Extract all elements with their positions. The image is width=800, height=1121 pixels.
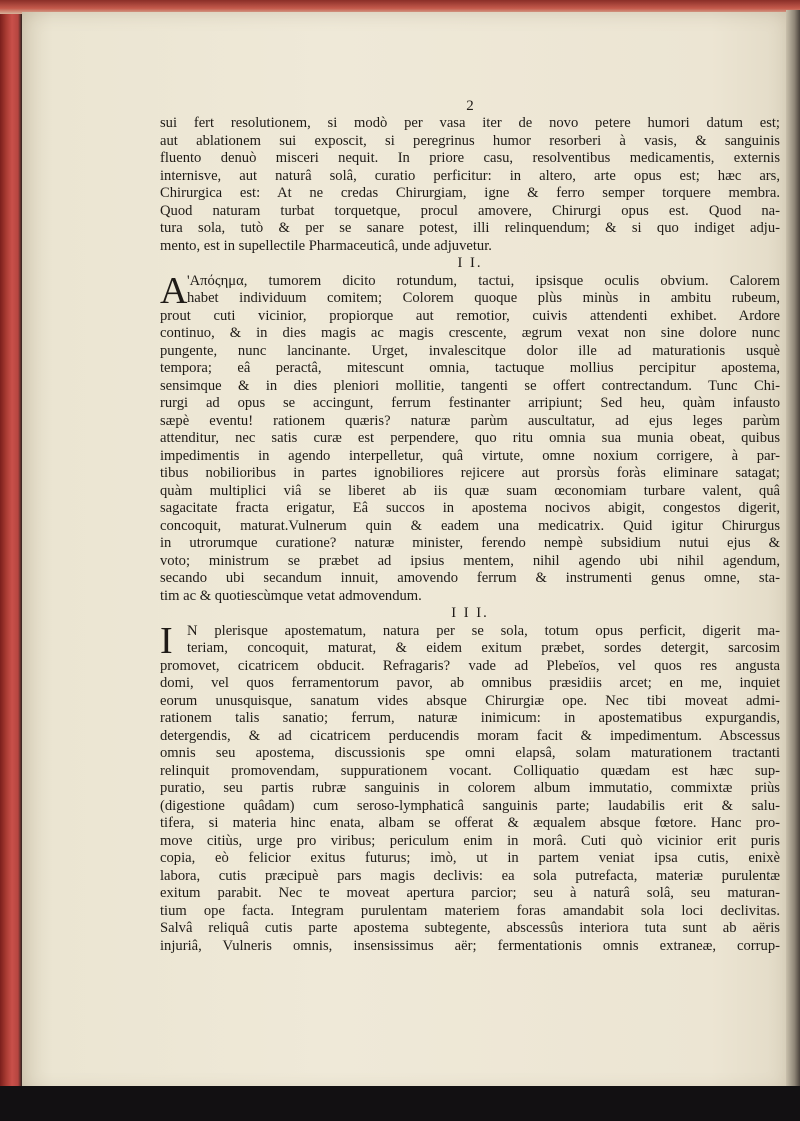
intro-paragraph	[160, 115, 780, 255]
text-line: detergendis, & ad cicatricem perducendis moram facit & impedimentum. Abscessus	[160, 727, 780, 744]
text-line: prout cuti vicinior, propiorque aut remotior, cuivis attendenti exhibet. Ardore	[160, 307, 780, 324]
text-line: tim ac & quotiescùmque vetat admovendum.	[160, 587, 422, 604]
drop-cap-letter: A	[160, 269, 188, 312]
drop-cap-letter: I	[160, 619, 173, 662]
section-heading-2: I I.	[457, 255, 483, 271]
text-line: 'Απόςημα, tumorem dicito rotundum, tactui, ipsisque oculis obvium. Calorem	[187, 272, 780, 289]
text-line: injuriâ, Vulneris omnis, insensissimus aër; fermentationis omnis extraneæ, corrup-	[160, 937, 780, 954]
text-line: sui fert resolutionem, si modò per vasa iter de novo petere humori datum est;	[160, 115, 780, 131]
text-line: tibus nobilioribus in partes ignobiliores rejicere aut prorsùs foràs eliminare satagat;	[160, 465, 780, 481]
text-line: tura sola, tutò & per se sanare potest, illi relinquendum; & si quo indiget adju-	[160, 220, 780, 236]
text-line: tium ope facta. Integram purulentam materiem foras amandabit sola loci declivitas.	[160, 902, 780, 919]
text-line: mento, est in supellectile Pharmaceuticâ, unde adjuvetur.	[160, 237, 492, 254]
section-3-paragraph	[160, 619, 780, 956]
text-line: tifera, si materia hinc enata, albam se offerat & æqualem absque fœtore. Hanc pro-	[160, 815, 780, 831]
text-line: continuo, & in dies magis ac magis crescente, ægrum vexat non sine dolore nunc	[160, 325, 780, 341]
text-line: pungente, nunc lancinante. Urget, invalescitque dolor ille ad maturationis usquè	[160, 342, 780, 359]
page-gutter	[786, 10, 800, 1090]
text-line: fluento denuò misceri nequit. In priore casu, resolventibus medicamentis, externis	[160, 150, 780, 166]
text-line: (digestione quâdam) cum seroso-lymphaticâ sanguinis parte; laudabilis erit & salu-	[160, 797, 780, 814]
text-line: aut ablationem sui exposcit, si peregrinus humor resorberi à vasis, & sanguinis	[160, 132, 780, 149]
text-line: Quod naturam turbat torquetque, procul amovere, Chirurgi opus est. Quod na-	[160, 202, 780, 219]
text-line: teriam, concoquit, maturat, & eidem exitum præbet, sordes detergit, sarcosim	[187, 640, 780, 656]
text-line: move citiùs, urge pro viribus; periculum enim in morâ. Cuti quò vicinior erit puris	[160, 832, 780, 849]
text-line: sagacitate fracta erigatur, Eâ succos in apostema nocivos abigit, congestos digerit,	[160, 500, 780, 516]
text-line: in utrorumque curatione? naturæ minister, ferendo nempè subsidium nutui ejus &	[160, 535, 780, 551]
text-line: promovet, cicatricem obducit. Refragaris? vade ad Plebeïos, vel quos res angusta	[160, 657, 780, 674]
section-2-paragraph	[160, 269, 780, 606]
text-line: rurgi ad opus se accingunt, ferrum festinanter arripiunt; Sed heu, quàm infausto	[160, 395, 780, 411]
text-line: habet individuum comitem; Colorem quoque plùs minùs in ambitu rubeum,	[187, 290, 780, 306]
text-line: Salvâ reliquâ cutis parte apostema subtegente, abscessûs interiora tuta sunt ab aëris	[160, 920, 780, 936]
text-line: N plerisque apostematum, natura per se sola, totum opus perficit, digerit ma-	[187, 622, 780, 639]
section-heading-3: I I I.	[451, 605, 489, 621]
text-line: concoquit, maturat.Vulnerum quin & eadem una medicatrix. Quid igitur Chirurgus	[160, 517, 780, 534]
text-line: puratio, seu partis rubræ sanguinis in colorem album immutatio, commixtæ priùs	[160, 780, 780, 796]
page-text	[160, 98, 780, 955]
text-line: omnis seu apostema, discussionis spe omni elapsâ, solam maturationem tractanti	[160, 745, 780, 761]
text-line: quàm multiplici viâ se liberet ab iis quæ suam œconomiam turbare valent, quâ	[160, 482, 780, 499]
text-line: internisve, aut naturâ solâ, curatio perficitur: in altero, arte opus est; hæc ars,	[160, 167, 780, 184]
text-line: voto; ministrum se præbet ad ipsius mentem, nihil agendo ubi nihil agendum,	[160, 552, 780, 569]
text-line: eorum unusquisque, sanatum vides absque Chirurgiæ ope. Nec tibi moveat admi-	[160, 692, 780, 709]
text-line: rationem talis sanatio; ferrum, naturæ inimicum: in apostematibus expurgandis,	[160, 710, 780, 726]
text-line: Chirurgica est: At ne credas Chirurgiam, igne & ferro semper torquere membra.	[160, 185, 780, 201]
text-line: impedimentis in agendo interpelletur, quâ virtute, omne noxium corrigere, à par-	[160, 447, 780, 464]
text-line: labora, cutis præcipuè pars magis declivis: ea sola putrefacta, materiæ purulentæ	[160, 867, 780, 884]
text-line: sæpè eventu! rationem quæris? naturæ parùm auscultatur, ad ejus leges parùm	[160, 412, 780, 429]
text-line: exitum parabit. Nec te moveat apertura parcior; seu à naturâ solâ, seu maturan-	[160, 885, 780, 901]
text-line: tempora; eâ peractâ, mitescunt omnia, tactuque mollius percipitur apostema,	[160, 360, 780, 376]
text-line: copia, eò felicior exitus futurus; imò, ut in partem veniat ipsa cutis, enixè	[160, 850, 780, 866]
text-line: attenditur, nec satis curæ est perpendere, quo ritu omnia sua munia obeat, quibus	[160, 430, 780, 446]
scan-background	[0, 1086, 800, 1121]
text-line: sensimque & in dies pleniori mollitie, tangenti se offert contrectandum. Tunc Chi-	[160, 377, 780, 394]
text-line: relinquit promovendam, suppurationem vocant. Colliquatio quædam est hæc sup-	[160, 762, 780, 779]
text-line: domi, vel quos ferramentorum pavor, ab omnibus præsidiis arcet; en me, inquiet	[160, 675, 780, 691]
page-number: 2	[466, 98, 474, 114]
text-line: secando ubi secandum innuit, amovendo ferrum & instrumenti genus omne, sta-	[160, 570, 780, 586]
